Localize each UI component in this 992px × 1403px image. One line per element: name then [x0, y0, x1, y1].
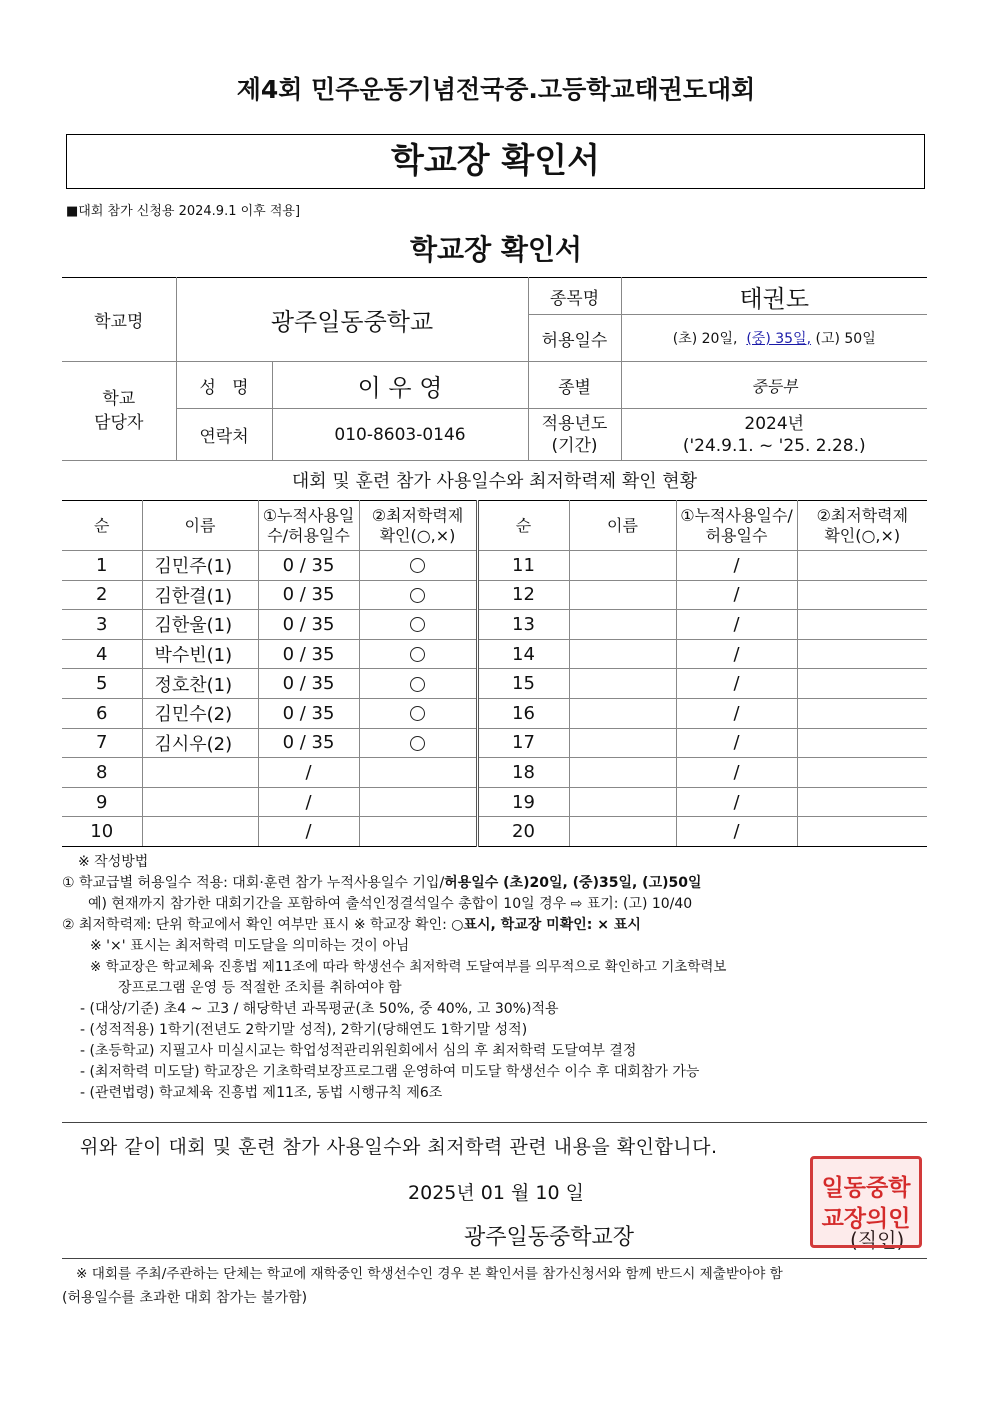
cell-used-days: / — [676, 610, 797, 640]
instructions-line — [62, 915, 936, 936]
cell-min-academic — [797, 787, 927, 817]
cell-name — [569, 698, 676, 728]
header-used-days: ①누적사용일 수/허용일수 — [258, 501, 359, 551]
section-title: 대회 및 훈련 참가 사용일수와 최저학력제 확인 현황 — [291, 471, 698, 492]
cell-min-academic — [797, 728, 927, 758]
footer-line: ※ 대회를 주최/주관하는 단체는 학교에 재학중인 학생선수인 경우 본 확인서를 참가신청서와 함께 반드시 제출받아야 함 — [76, 1266, 783, 1282]
allowed-days-label: 허용일수 — [528, 315, 621, 362]
cell-min-academic — [359, 580, 477, 610]
circle-mark-icon — [410, 736, 425, 751]
cell-no: 4 — [62, 639, 142, 669]
cell-used-days: 0 / 35 — [258, 669, 359, 699]
cell-min-academic — [797, 698, 927, 728]
instructions-line-bold: ○표시, 학교장 미확인: × 표시 — [451, 917, 641, 933]
event-title: 제4회 민주운동기념전국중.고등학교태권도대회 — [236, 75, 756, 104]
allowed-days-middle: (중) 35일, — [746, 331, 812, 347]
header-name-2: 이름 — [569, 501, 676, 551]
cell-no: 19 — [477, 787, 569, 817]
cell-name: 김한결(1) — [142, 580, 258, 610]
manager-name-value: 이 우 영 — [272, 362, 528, 409]
instructions-line-text: ① 학교급별 허용일수 적용: 대회·훈련 참가 누적사용일수 기입/ — [62, 875, 445, 891]
cell-no: 17 — [477, 728, 569, 758]
allowed-days-elementary: (초) 20일, — [672, 331, 738, 347]
official-seal: 일동중학 교장의인 — [810, 1156, 922, 1248]
cell-used-days: / — [676, 669, 797, 699]
cell-min-academic — [359, 698, 477, 728]
footer-note — [62, 1262, 926, 1310]
header-used-days-2: ①누적사용일수/ 허용일수 — [676, 501, 797, 551]
cell-min-academic — [359, 610, 477, 640]
cell-min-academic — [359, 669, 477, 699]
table-row — [62, 728, 927, 758]
cell-no: 9 — [62, 787, 142, 817]
cell-no: 3 — [62, 610, 142, 640]
cell-min-academic — [359, 787, 477, 817]
contact-label: 연락처 — [176, 409, 272, 461]
cell-used-days: / — [676, 817, 797, 847]
cell-used-days: / — [676, 580, 797, 610]
cell-no: 7 — [62, 728, 142, 758]
period-value — [621, 409, 927, 461]
cell-name: 김한울(1) — [142, 610, 258, 640]
division-value: 중등부 — [621, 362, 927, 409]
cell-name: 박수빈(1) — [142, 639, 258, 669]
table-row — [62, 551, 927, 581]
cell-min-academic — [797, 580, 927, 610]
cell-min-academic — [797, 817, 927, 847]
cell-used-days: 0 / 35 — [258, 728, 359, 758]
instructions-heading: ※ 작성방법 — [78, 854, 149, 870]
form-subtitle: 학교장 확인서 — [409, 233, 583, 266]
circle-mark-icon — [410, 647, 425, 662]
header-name: 이름 — [142, 501, 258, 551]
cell-no: 18 — [477, 758, 569, 788]
cell-name — [569, 551, 676, 581]
cell-min-academic — [797, 610, 927, 640]
cell-used-days: 0 / 35 — [258, 698, 359, 728]
table-row — [62, 698, 927, 728]
cell-name: 정호찬(1) — [142, 669, 258, 699]
application-note: ■대회 참가 신청용 2024.9.1 이후 적용] — [66, 204, 301, 219]
cell-min-academic — [797, 669, 927, 699]
cell-no: 1 — [62, 551, 142, 581]
cell-min-academic — [359, 758, 477, 788]
table-row — [62, 639, 927, 669]
instructions-line: 예) 현재까지 참가한 대회기간을 포함하여 출석인정결석일수 총합이 10일 경우 ⇨ 표기: (고) 10/40 — [88, 896, 693, 912]
cell-used-days: 0 / 35 — [258, 580, 359, 610]
circle-mark-icon — [410, 558, 425, 573]
cell-name — [569, 758, 676, 788]
allowed-days-high: (고) 50일 — [815, 331, 876, 347]
cell-name: 김민수(2) — [142, 698, 258, 728]
cell-used-days: / — [676, 787, 797, 817]
table-row — [62, 758, 927, 788]
header-min-academic-2: ②최저학력제 확인(○,×) — [797, 501, 927, 551]
cell-used-days: / — [258, 817, 359, 847]
confirmation-text: 위와 같이 대회 및 훈련 참가 사용일수와 최저학력 관련 내용을 확인합니다. — [80, 1136, 718, 1158]
cell-name — [569, 728, 676, 758]
cell-name — [569, 669, 676, 699]
table-row — [62, 610, 927, 640]
circle-mark-icon — [410, 617, 425, 632]
cell-min-academic — [797, 639, 927, 669]
division-label: 종별 — [528, 362, 621, 409]
contact-value: 010-8603-0146 — [272, 409, 528, 461]
instructions-line — [62, 873, 936, 894]
cell-no: 16 — [477, 698, 569, 728]
instructions-line-bold: 허용일수 (초)20일, (중)35일, (고)50일 — [444, 875, 702, 891]
instructions — [62, 852, 936, 1104]
cell-name — [142, 817, 258, 847]
cell-used-days: 0 / 35 — [258, 551, 359, 581]
cell-min-academic — [359, 639, 477, 669]
seal-label: (직인) — [850, 1228, 905, 1252]
cell-min-academic — [359, 817, 477, 847]
document-title: 학교장 확인서 — [66, 134, 925, 189]
cell-used-days: 0 / 35 — [258, 610, 359, 640]
cell-name — [569, 639, 676, 669]
instructions-line: - (관련법령) 학교체육 진흥법 제11조, 동법 시행규칙 제6조 — [80, 1085, 443, 1101]
circle-mark-icon — [410, 706, 425, 721]
participation-table — [62, 500, 927, 847]
instructions-line: - (대상/기준) 초4 ~ 고3 / 해당학년 과목평균(초 50%, 중 40%, 고 30%)적용 — [80, 1001, 559, 1017]
cell-name — [142, 787, 258, 817]
cell-no: 8 — [62, 758, 142, 788]
instructions-line: ※ '×' 표시는 최저학력 미도달을 의미하는 것이 아님 — [90, 938, 410, 954]
cell-no: 20 — [477, 817, 569, 847]
event-value: 태권도 — [621, 278, 927, 315]
instructions-line: - (초등학교) 지필고사 미실시교는 학업성적관리위원회에서 심의 후 최저학력 도달여부 결정 — [80, 1043, 637, 1059]
cell-no: 6 — [62, 698, 142, 728]
cell-name: 김시우(2) — [142, 728, 258, 758]
cell-no: 12 — [477, 580, 569, 610]
instructions-line-text: ② 최저학력제: 단위 학교에서 확인 여부만 표시 ※ 학교장 확인: — [62, 917, 452, 933]
circle-mark-icon — [410, 588, 425, 603]
signer-title: 광주일동중학교장 — [464, 1225, 635, 1250]
cell-no: 11 — [477, 551, 569, 581]
cell-no: 5 — [62, 669, 142, 699]
cell-used-days: / — [258, 787, 359, 817]
cell-name — [569, 787, 676, 817]
cell-used-days: / — [676, 758, 797, 788]
instructions-line: - (성적적용) 1학기(전년도 2학기말 성적), 2학기(당해연도 1학기말 성적) — [80, 1022, 528, 1038]
cell-used-days: / — [258, 758, 359, 788]
school-info-table — [62, 277, 927, 461]
cell-name — [569, 580, 676, 610]
header-no-2: 순 — [477, 501, 569, 551]
instructions-line: - (최저학력 미도달) 학교장은 기초학력보장프로그램 운영하여 미도달 학생선수 이수 후 대회참가 가능 — [80, 1064, 700, 1080]
circle-mark-icon — [410, 677, 425, 692]
event-label: 종목명 — [528, 278, 621, 315]
footer-line: (허용일수를 초과한 대회 참가는 불가함) — [62, 1290, 308, 1306]
cell-min-academic — [359, 551, 477, 581]
manager-name-label: 성 명 — [176, 362, 272, 409]
table-row — [62, 669, 927, 699]
period-year: 2024년 — [744, 413, 805, 434]
table-row — [62, 580, 927, 610]
cell-used-days: / — [676, 639, 797, 669]
confirmation-date: 2025년 01 월 10 일 — [408, 1182, 584, 1204]
cell-no: 10 — [62, 817, 142, 847]
cell-used-days: / — [676, 551, 797, 581]
cell-used-days: / — [676, 698, 797, 728]
header-min-academic: ②최저학력제 확인(○,×) — [359, 501, 477, 551]
cell-name — [569, 817, 676, 847]
divider — [62, 1258, 927, 1259]
cell-no: 15 — [477, 669, 569, 699]
cell-name — [142, 758, 258, 788]
cell-no: 14 — [477, 639, 569, 669]
cell-no: 2 — [62, 580, 142, 610]
table-row — [62, 817, 927, 847]
manager-label: 학교 담당자 — [62, 362, 176, 461]
instructions-line: ※ 학교장은 학교체육 진흥법 제11조에 따라 학생선수 최저학력 도달여부를 의무적으로 확인하고 기초학력보 — [90, 959, 727, 975]
instructions-line: 장프로그램 운영 등 적절한 조치를 취하여야 함 — [118, 980, 402, 996]
cell-min-academic — [359, 728, 477, 758]
cell-min-academic — [797, 758, 927, 788]
cell-name: 김민주(1) — [142, 551, 258, 581]
cell-used-days: / — [676, 728, 797, 758]
divider — [62, 1122, 927, 1123]
cell-name — [569, 610, 676, 640]
header-no: 순 — [62, 501, 142, 551]
period-label: 적용년도 (기간) — [528, 409, 621, 461]
table-row — [62, 787, 927, 817]
cell-no: 13 — [477, 610, 569, 640]
school-name-value: 광주일동중학교 — [176, 278, 528, 362]
cell-used-days: 0 / 35 — [258, 639, 359, 669]
cell-min-academic — [797, 551, 927, 581]
period-range: ('24.9.1. ~ '25. 2.28.) — [682, 435, 866, 456]
school-name-label: 학교명 — [62, 278, 176, 362]
allowed-days-value — [621, 315, 927, 362]
